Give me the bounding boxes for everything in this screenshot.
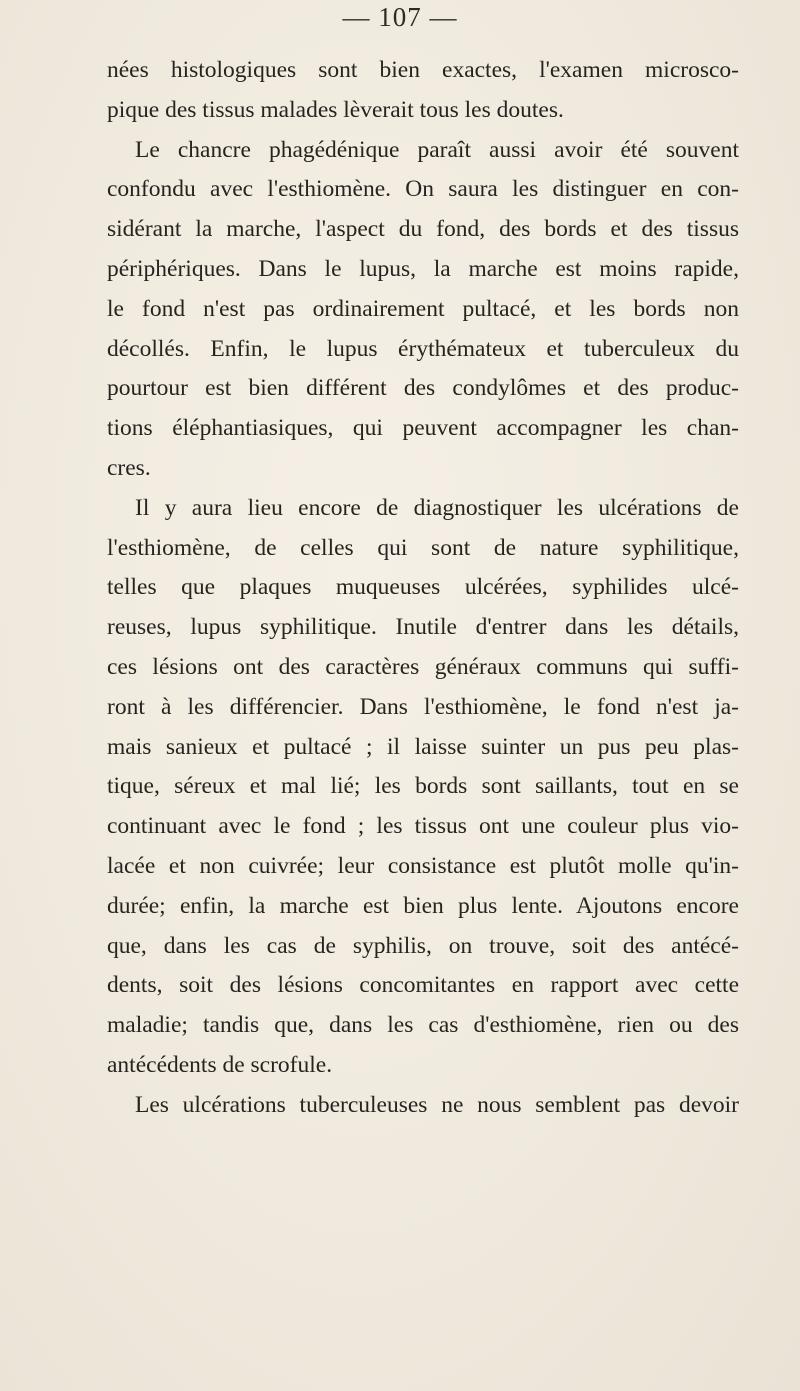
- page-number: — 107 —: [342, 2, 458, 32]
- text-line: lacée et non cuivrée; leur consistance est plutôt molle qu'in-: [107, 852, 739, 879]
- text-line: décollés. Enfin, le lupus érythémateux et tuberculeux du: [107, 335, 739, 362]
- text-line: ront à les différencier. Dans l'esthiomène, le fond n'est ja-: [107, 693, 739, 720]
- text-line: continuant avec le fond ; les tissus ont une couleur plus vio-: [107, 813, 739, 840]
- text-line: nées histologiques sont bien exactes, l'examen microsco-: [107, 57, 739, 83]
- text-line: mais sanieux et pultacé ; il laisse suinter un pus peu plas-: [107, 733, 739, 760]
- text-line: telles que plaques muqueuses ulcérées, syphilides ulcé-: [107, 574, 739, 601]
- text-line: Il y aura lieu encore de diagnostiquer les ulcérations de: [135, 494, 739, 521]
- text-line: sidérant la marche, l'aspect du fond, des bords et des tissus: [107, 216, 739, 243]
- text-line: confondu avec l'esthiomène. On saura les distinguer en con-: [107, 176, 739, 203]
- text-line: antécédents de scrofule.: [107, 1051, 333, 1078]
- text-line: durée; enfin, la marche est bien plus lente. Ajoutons encore: [107, 892, 739, 919]
- body-text: [107, 51, 739, 1126]
- text-line: pourtour est bien différent des condylômes et des produc-: [107, 375, 739, 402]
- text-line: cres.: [107, 454, 151, 481]
- text-line: Le chancre phagédénique paraît aussi avoir été souvent: [135, 136, 739, 163]
- text-line: que, dans les cas de syphilis, on trouve, soit des antécé-: [107, 932, 739, 959]
- text-line: reuses, lupus syphilitique. Inutile d'entrer dans les détails,: [107, 614, 739, 641]
- text-line: pique des tissus malades lèverait tous les doutes.: [107, 96, 564, 123]
- text-line: dents, soit des lésions concomitantes en rapport avec cette: [107, 972, 739, 999]
- text-line: ces lésions ont des caractères généraux communs qui suffi-: [107, 653, 739, 680]
- text-line: Les ulcérations tuberculeuses ne nous semblent pas devoir: [135, 1091, 739, 1118]
- text-line: tions éléphantiasiques, qui peuvent accompagner les chan-: [107, 415, 739, 442]
- text-line: tique, séreux et mal lié; les bords sont saillants, tout en se: [107, 773, 739, 800]
- text-line: maladie; tandis que, dans les cas d'esthiomène, rien ou des: [107, 1012, 739, 1039]
- text-line: l'esthiomène, de celles qui sont de nature syphilitique,: [107, 534, 739, 561]
- text-line: périphériques. Dans le lupus, la marche est moins rapide,: [107, 255, 739, 282]
- text-line: le fond n'est pas ordinairement pultacé, et les bords non: [107, 295, 739, 322]
